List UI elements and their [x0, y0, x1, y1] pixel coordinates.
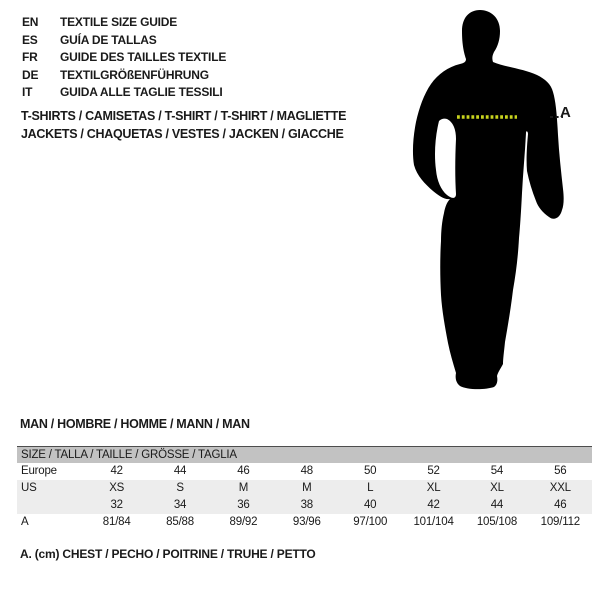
language-code: ES	[22, 32, 38, 47]
size-cell: XS	[109, 482, 125, 494]
size-cell: XL	[490, 482, 504, 494]
size-cell: 46	[237, 465, 250, 477]
size-cell: 34	[173, 499, 187, 511]
language-code: EN	[22, 15, 39, 29]
language-code: FR	[22, 50, 38, 65]
size-table-body	[17, 447, 592, 531]
size-cell: 97/100	[353, 516, 388, 528]
category-line: JACKETS / CHAQUETAS / VESTES / JACKEN / GIACCHE	[21, 127, 344, 141]
language-row	[22, 14, 226, 32]
category-line: T-SHIRTS / CAMISETAS / T-SHIRT / T-SHIRT / MAGLIETTE	[21, 109, 347, 123]
size-cell: 56	[554, 465, 567, 477]
size-cell: 42	[110, 465, 123, 477]
size-cell: XXL	[549, 482, 571, 494]
size-cell: XL	[426, 482, 441, 494]
language-title: TEXTILGRÖßENFÜHRUNG	[60, 67, 209, 82]
language-title: TEXTILE SIZE GUIDE	[60, 15, 178, 29]
size-cell: 54	[490, 465, 504, 477]
language-code: IT	[22, 85, 33, 100]
size-cell: 89/92	[229, 516, 258, 528]
size-cell: 52	[427, 465, 440, 477]
size-cell: 40	[363, 499, 377, 511]
language-code: DE	[22, 67, 39, 82]
table-row	[17, 463, 592, 480]
section-title: MAN / HOMBRE / HOMME / MANN / MAN	[20, 417, 250, 431]
size-cell: 101/104	[413, 516, 454, 528]
language-title: GUÍA DE TALLAS	[60, 32, 157, 47]
language-title: GUIDE DES TAILLES TEXTILE	[60, 50, 227, 65]
size-cell: 46	[554, 499, 567, 511]
footnote: A. (cm) CHEST / PECHO / POITRINE / TRUHE / PETTO	[20, 547, 316, 561]
size-cell: 81/84	[102, 516, 131, 528]
size-cell: 32	[110, 499, 123, 511]
row-label	[17, 497, 85, 514]
size-cell: 48	[300, 465, 314, 477]
size-cell: L	[367, 482, 374, 494]
size-cell: 38	[300, 499, 314, 511]
row-label: Europe	[21, 465, 57, 477]
measurement-label-a: A	[560, 104, 571, 121]
language-row	[22, 84, 226, 102]
size-cell: 44	[490, 499, 504, 511]
man-silhouette-svg	[405, 5, 575, 395]
row-label: A	[21, 516, 29, 528]
silhouette-path	[413, 10, 564, 389]
size-cell: 36	[237, 499, 250, 511]
size-cell: 44	[173, 465, 187, 477]
size-cell: M	[302, 482, 312, 494]
size-cell: 109/112	[540, 516, 580, 528]
table-header-cell: SIZE / TALLA / TAILLE / GRÖSSE / TAGLIA	[21, 448, 237, 461]
table-row	[17, 497, 592, 514]
row-label: US	[21, 482, 37, 494]
size-cell: 85/88	[166, 516, 194, 528]
category-lines	[21, 107, 346, 143]
language-title: GUIDA ALLE TAGLIE TESSILI	[60, 85, 223, 100]
size-cell: 93/96	[292, 516, 321, 528]
size-cell: 105/108	[476, 516, 518, 528]
size-table	[17, 446, 592, 531]
language-row	[22, 49, 226, 67]
size-cell: S	[176, 482, 184, 494]
language-list	[22, 14, 226, 102]
language-row	[22, 32, 226, 50]
size-cell: M	[238, 482, 249, 494]
table-row	[17, 514, 592, 531]
table-row	[17, 480, 592, 497]
man-silhouette-figure	[405, 5, 575, 395]
size-cell: 50	[363, 465, 377, 477]
language-row	[22, 67, 226, 85]
size-cell: 42	[427, 499, 440, 511]
table-header-row	[17, 447, 592, 463]
